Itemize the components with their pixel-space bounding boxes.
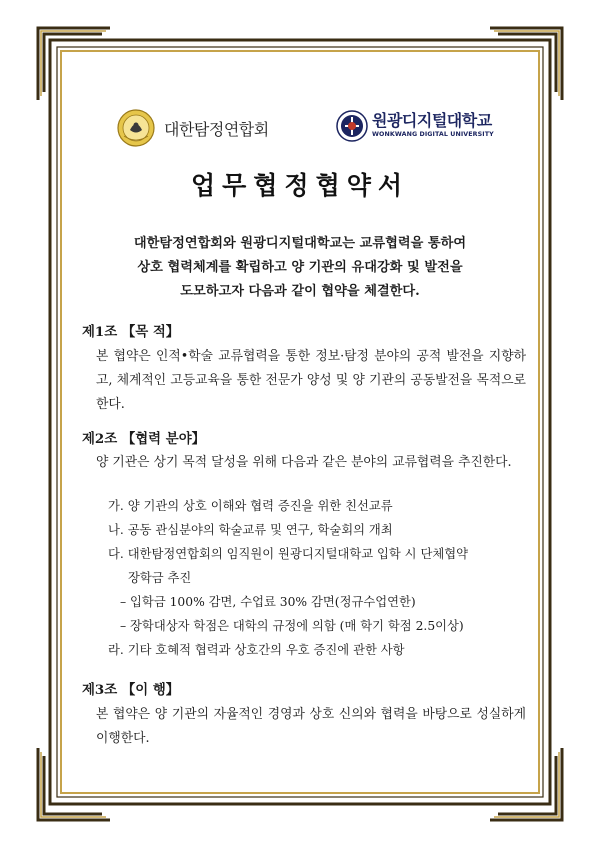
article-2-heading: 제2조 【협력 분야】 — [82, 431, 206, 447]
article-2-item: 나. 공동 관심분야의 학술교류 및 연구, 학술회의 개최 — [108, 523, 393, 537]
right-organization-english-name: WONKWANG DIGITAL UNIVERSITY — [372, 131, 494, 139]
logo-header — [0, 108, 600, 158]
article-2-body: 양 기관은 상기 목적 달성을 위해 다음과 같은 분야의 교류협력을 추진한다. — [96, 455, 512, 470]
left-organization-name: 대한탐정연합회 — [164, 119, 269, 139]
university-emblem-icon — [336, 110, 368, 142]
article-2-subitem: – 입학금 100% 감면, 수업료 30% 감면(정규수업연한) — [120, 595, 416, 609]
article-2-item: 라. 기타 호혜적 협력과 상호간의 우호 증진에 관한 사항 — [108, 643, 405, 657]
preamble-line: 도모하고자 다음과 같이 협약을 체결한다. — [180, 284, 420, 299]
article-2-item: 장학금 추진 — [128, 571, 192, 585]
document-title: 업무협정협약서 — [190, 171, 410, 200]
article-2-item: 다. 대한탐정연합회의 임직원이 원광디지털대학교 입학 시 단체협약 — [108, 547, 468, 561]
article-2-subitem: – 장학대상자 학점은 대학의 규정에 의함 (매 학기 학점 2.5이상) — [120, 619, 464, 633]
article-1-body: 본 협약은 인적•학술 교류협력을 통한 정보·탐정 분야의 공적 발전을 지향하고, 체계적인 고등교육을 통한 전문가 양성 및 양 기관의 공동발전을 목적으로 한다. — [96, 349, 526, 412]
preamble — [0, 232, 600, 304]
article-3-heading: 제3조 【이 행】 — [82, 682, 180, 698]
right-organization — [336, 110, 494, 142]
left-organization — [116, 108, 269, 148]
seal-icon — [116, 108, 156, 148]
preamble-line: 대한탐정연합회와 원광디지털대학교는 교류협력을 통하여 — [133, 236, 467, 251]
preamble-line: 상호 협력체계를 확립하고 양 기관의 유대강화 및 발전을 — [137, 260, 463, 275]
article-1-heading: 제1조 【목 적】 — [82, 324, 180, 340]
article-3-body: 본 협약은 양 기관의 자율적인 경영과 상호 신의와 협력을 바탕으로 성실하게 이행한다. — [96, 707, 526, 746]
right-organization-name: 원광디지털대학교 — [372, 111, 492, 131]
article-2-item: 가. 양 기관의 상호 이해와 협력 증진을 위한 친선교류 — [108, 499, 393, 513]
